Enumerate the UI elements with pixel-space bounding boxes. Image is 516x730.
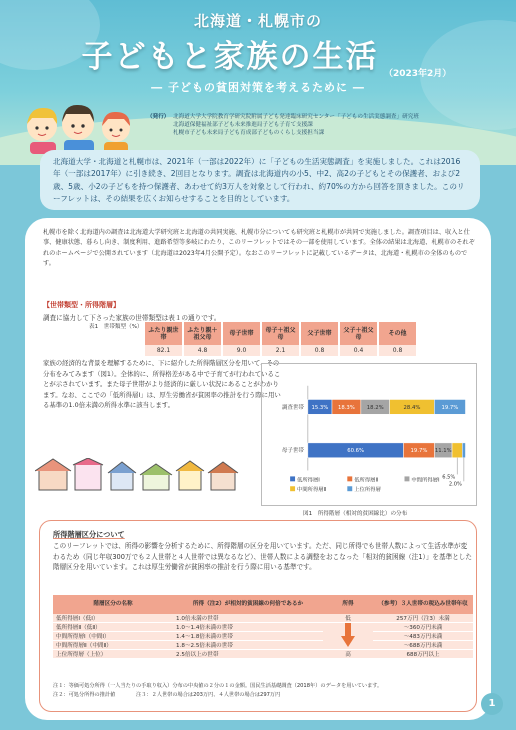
page-number: 1 <box>481 693 503 715</box>
table2-cell: ～360万円未満 <box>373 623 473 632</box>
issuer-line: 北海道大学大学院教育学研究院附属子ども発達臨床研究センター「子どもの生活実態調査」研究班 <box>173 114 419 120</box>
issuer-line: 札幌市子ども未来局子ども育成部子どものくらし支援担当課 <box>173 130 325 137</box>
data-label: 18.2% <box>366 404 384 411</box>
data-label: 28.4% <box>403 404 421 411</box>
table2-header: （参考）３人世帯の税込み世帯年収 <box>373 595 473 614</box>
note-line: 注１：等価可処分所得（一人当たりの手取り収入）分布の中央値の２分の１の金額。国民生活基礎調査（2018年）のデータを用いています。 <box>53 683 383 689</box>
table1-value: 82.1 <box>145 345 182 356</box>
income-class-table <box>53 595 473 659</box>
data-label: 6.5% <box>442 474 456 481</box>
legend-label: 低所得層Ⅰ <box>297 477 320 484</box>
bar-segment <box>452 443 462 458</box>
data-label: 60.6% <box>347 448 365 455</box>
table1-header: ふたり親＋祖父母 <box>184 322 221 345</box>
table2-cell: 1.0～1.4倍未満の世帯 <box>173 623 323 632</box>
title-top: 北海道・札幌市の <box>193 12 322 30</box>
table2-header: 所得 <box>323 595 373 614</box>
section-intro: 調査に協力して下さった家族の世帯類型は表１の通りです。 <box>43 314 221 322</box>
legend-swatch <box>347 476 352 481</box>
table2-cell: 低所得層Ⅰ（低Ⅰ） <box>53 614 173 623</box>
table2-cell: 2.5倍以上の世帯 <box>173 650 323 659</box>
table2-cell: 中間所得層Ⅰ（中間Ⅰ） <box>53 632 173 641</box>
arrow-down-icon <box>323 623 373 650</box>
header-banner <box>0 0 516 165</box>
paragraph-overview: 札幌市を除く北海道内の調査は北海道大学研究班と北海道の共同実施、札幌市分についても研究班と札幌市が共同で実施しました。調査項目は、収入と仕事、健康状態、暮らし向き、制度利用、進路希望等多岐にわたり、このリーフレットではその一部を使用しています。全体の結果は北海道、札幌市のそれぞれのホームページで公開されています（北海道は2023年4月公開予定）。なおこのリーフレットに記載しているデータは、北海道・札幌市の全体のものです。 <box>43 229 475 268</box>
data-label: 18.3% <box>337 404 355 411</box>
table2-cell: 上位所得層（上位） <box>53 650 173 659</box>
issuer-label: （発行） <box>147 114 170 120</box>
table2-cell: 688万円以上 <box>373 650 473 659</box>
table1-header: 母子世帯 <box>223 322 260 345</box>
legend-label: 中間所得層Ⅰ <box>411 477 440 484</box>
data-label: 2.0% <box>448 481 462 488</box>
table1-value: 0.4 <box>340 345 377 356</box>
data-label: 15.3% <box>311 404 329 411</box>
table2-cell: 257万円（注3）未満 <box>373 614 473 623</box>
table2-cell: 低所得層Ⅱ（低Ⅱ） <box>53 623 173 632</box>
box-heading: 所得階層区分について <box>53 530 125 539</box>
table2-cell: 1.0倍未満の世帯 <box>173 614 323 623</box>
table1-value: 9.0 <box>223 345 260 356</box>
table1-value: 0.8 <box>379 345 416 356</box>
paragraph-income-distribution: 家族の経済的な背景を理解するために、下に紹介した所得階層区分を用いて、その分布をみてみます（図1）。全体的に、所得格差がある中で子育てが行われていることが示されています。また母子世帯がより経済的に厳しい状況にあることがわかります。なお、ここでの「低所得層Ⅰ」は、厚生労働省が貧困率の推計を行う際に用いる基準の1.0倍未満の所得水準に該当します。 <box>43 359 281 410</box>
table2-cell: 1.8～2.5倍未満の世帯 <box>173 641 323 650</box>
legend-swatch <box>290 476 295 481</box>
data-label: 19.7% <box>410 448 428 455</box>
section-heading: 【世帯類型・所得階層】 <box>43 301 120 309</box>
children-illustration-icon <box>20 92 140 154</box>
legend-label: 低所得層Ⅱ <box>354 477 379 484</box>
page-title: 子どもと家族の生活 <box>81 39 379 75</box>
household-type-table <box>143 322 418 356</box>
figure1-caption: 図1 所得階層（相対的貧困線比）の分布 <box>303 511 408 517</box>
table1-value: 0.8 <box>301 345 338 356</box>
legend-label: 上位所得層 <box>354 487 381 494</box>
table2-cell: ～688万円未満 <box>373 641 473 650</box>
subtitle: ― 子どもの貧困対策を考えるために ― <box>151 81 365 94</box>
table2-cell: ～483万円未満 <box>373 632 473 641</box>
table1-header: 父子＋祖父母 <box>340 322 377 345</box>
main-card <box>25 218 491 720</box>
note-line: 注２：可処分所得の推計値 注３：２人世帯の場合は203万円、４人世帯の場合は297万円 <box>53 692 281 698</box>
notes <box>53 682 473 700</box>
houses-illustration-icon <box>35 458 265 492</box>
table1-caption: 表1 世帯類型（%） <box>89 324 143 330</box>
table1-header: ふたり親世帯 <box>145 322 182 345</box>
table2-header: 所得（注2）が相対的貧困線の何倍であるか <box>173 595 323 614</box>
income-distribution-chart <box>261 363 477 506</box>
bar-segment <box>462 443 465 458</box>
category-label: 調査世帯 <box>281 404 304 411</box>
data-label: 19.7% <box>441 404 459 411</box>
legend-label: 中間所得層Ⅱ <box>297 487 327 494</box>
table2-cell: 中間所得層Ⅱ（中間Ⅱ） <box>53 641 173 650</box>
legend-swatch <box>404 476 409 481</box>
issuer-line: 北海道保健福祉部子ども未来推進局子ども子育て支援課 <box>173 122 313 129</box>
table1-value: 4.8 <box>184 345 221 356</box>
legend-swatch <box>290 486 295 491</box>
table1-header: 母子＋祖父母 <box>262 322 299 345</box>
table2-header: 階層区分の名称 <box>53 595 173 614</box>
table2-cell: 1.4～1.8倍未満の世帯 <box>173 632 323 641</box>
data-label: 11.1% <box>434 448 452 455</box>
table1-value: 2.1 <box>262 345 299 356</box>
table1-header: その他 <box>379 322 416 345</box>
legend-swatch <box>347 486 352 491</box>
table2-cell: 低 <box>323 614 373 623</box>
table1-header: 父子世帯 <box>301 322 338 345</box>
category-label: 母子世帯 <box>281 448 304 455</box>
table2-cell: 高 <box>323 650 373 659</box>
box-text: このリーフレットでは、所得の影響を分析するために、所得階層の区分を用いています。ただ、同じ所得でも世帯人数によって生活水準が変わるため（同じ年収300万でも２人世帯と４人世帯では異なるなど）、世帯人数による調整をおこなった「相対的貧困線（注1）」を基準とした階層区分を用いています。これは厚生労働省が貧困率の推計を行う際に用いる基準です。 <box>53 542 472 572</box>
intro-text: 北海道大学・北海道と札幌市は、2021年（一部は2022年）に「子どもの生活実態調査」を実施しました。これは2016年（一部は2017年）に引き続き、2回目となります。調査は北海道内の小5、中2、高2の子どもとその保護者、および2歳、5歳、小2の子どもを持つ保護者、あわせて約3万人を対象として行われ、約70%の方から回答を頂きました。このリーフレットは、その結果を広くお知らせすることを目的としています。 <box>40 150 480 210</box>
title-date: （2023年2月） <box>384 69 452 79</box>
